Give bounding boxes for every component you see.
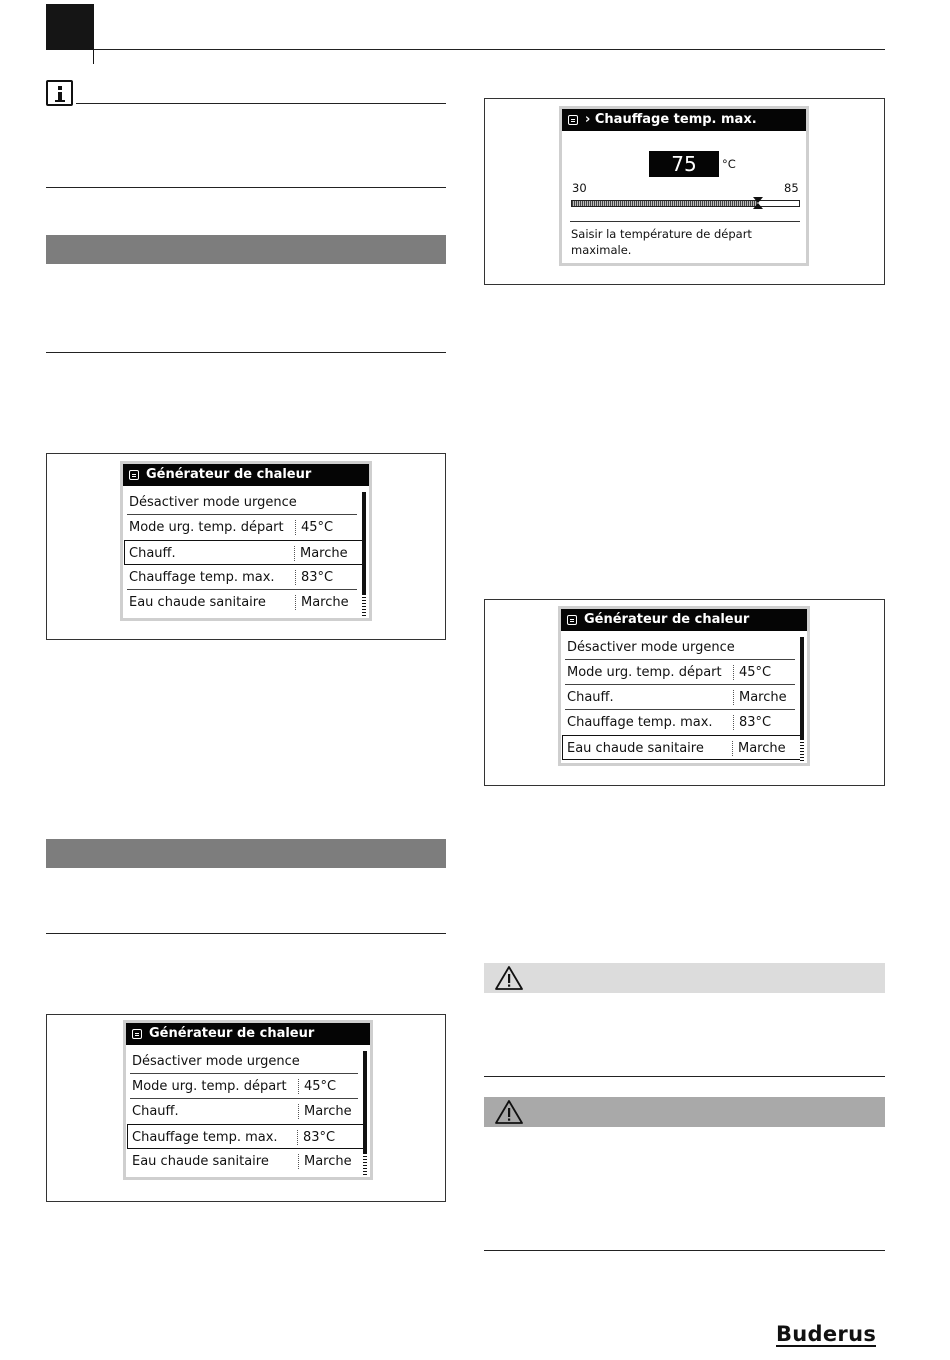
menu-row-emergency-flow-temp[interactable]: Mode urg. temp. départ 45°C (126, 1074, 370, 1099)
menu-row-hot-water[interactable]: Eau chaude sanitaire Marche (132, 1154, 352, 1169)
slider-handle-bottom[interactable] (753, 203, 763, 209)
hint-line-1: Saisir la température de départ (571, 227, 752, 241)
screen-heat-generator-1 (120, 461, 372, 621)
brand-logo: Buderus (776, 1322, 877, 1346)
section-2-rule (46, 933, 446, 934)
scrollbar-track[interactable] (363, 1153, 367, 1177)
section-bar-1 (46, 235, 446, 264)
menu-row-heating-max-temp[interactable]: Chauffage temp. max. 83°C (123, 565, 369, 590)
screen-title: › Chauffage temp. max. (585, 112, 757, 127)
menu-row-emergency-flow-temp[interactable]: Mode urg. temp. départ 45°C (561, 660, 807, 685)
menu-row-heating-max-temp[interactable]: Chauffage temp. max. 83°C (127, 1124, 364, 1149)
section-bar-2 (46, 839, 446, 868)
screen-header (123, 464, 369, 486)
screen-heat-generator-3 (558, 606, 810, 766)
header-rule (94, 49, 885, 50)
chapter-tab-stem (93, 48, 94, 64)
menu-icon (132, 1029, 142, 1039)
temperature-value[interactable]: 75 (649, 151, 719, 177)
warning-triangle-icon (494, 1099, 524, 1125)
menu-row-heating[interactable]: Chauff. Marche (561, 685, 807, 710)
menu-row-hot-water[interactable]: Eau chaude sanitaire Marche (129, 595, 349, 610)
warning-bar-notice (484, 1097, 885, 1127)
menu-row-emergency-flow-temp[interactable]: Mode urg. temp. départ 45°C (129, 520, 334, 535)
screen-header (126, 1023, 370, 1045)
screen-title: Générateur de chaleur (146, 467, 312, 482)
hint-line-2: maximale. (571, 243, 632, 257)
menu-icon (129, 470, 139, 480)
section-1-rule (46, 352, 446, 353)
warning-bar-caution (484, 963, 885, 993)
slider-max-label: 85 (784, 181, 799, 195)
scrollbar-thumb[interactable] (800, 637, 804, 739)
menu-row-deactivate-emergency[interactable]: Désactiver mode urgence (561, 635, 807, 660)
warning-1-rule (484, 1076, 885, 1077)
menu-row-heating[interactable]: Chauff. Marche (124, 540, 363, 565)
chapter-tab (46, 4, 94, 50)
hint-divider (570, 221, 800, 222)
menu-row-hot-water[interactable]: Eau chaude sanitaire Marche (562, 735, 801, 760)
menu-row-deactivate-emergency[interactable]: Désactiver mode urgence (126, 1049, 370, 1074)
warning-2-rule (484, 1250, 885, 1251)
scrollbar-track[interactable] (362, 594, 366, 618)
menu-icon (567, 615, 577, 625)
menu-icon (568, 115, 578, 125)
temperature-slider[interactable] (571, 200, 800, 207)
slider-min-label: 30 (572, 181, 587, 195)
temperature-unit: °C (722, 157, 736, 171)
screen-header (561, 609, 807, 631)
scrollbar-thumb[interactable] (362, 492, 366, 594)
screen-heat-generator-2 (123, 1020, 373, 1180)
screen-max-temp (559, 106, 809, 266)
screen-header (562, 109, 806, 131)
menu-row-deactivate-emergency[interactable]: Désactiver mode urgence (123, 490, 369, 515)
slider-fill (572, 201, 758, 206)
menu-row-heating-max-temp[interactable]: Chauffage temp. max. 83°C (567, 715, 772, 730)
menu-row-heating[interactable]: Chauff. Marche (132, 1104, 352, 1119)
info-note-bottom-rule (46, 187, 446, 188)
screen-title: Générateur de chaleur (584, 612, 750, 627)
scrollbar-thumb[interactable] (363, 1051, 367, 1153)
scrollbar-track[interactable] (800, 739, 804, 763)
screen-title: Générateur de chaleur (149, 1026, 315, 1041)
info-note-top-rule (76, 103, 446, 104)
warning-triangle-icon (494, 965, 524, 991)
info-icon (46, 80, 73, 106)
